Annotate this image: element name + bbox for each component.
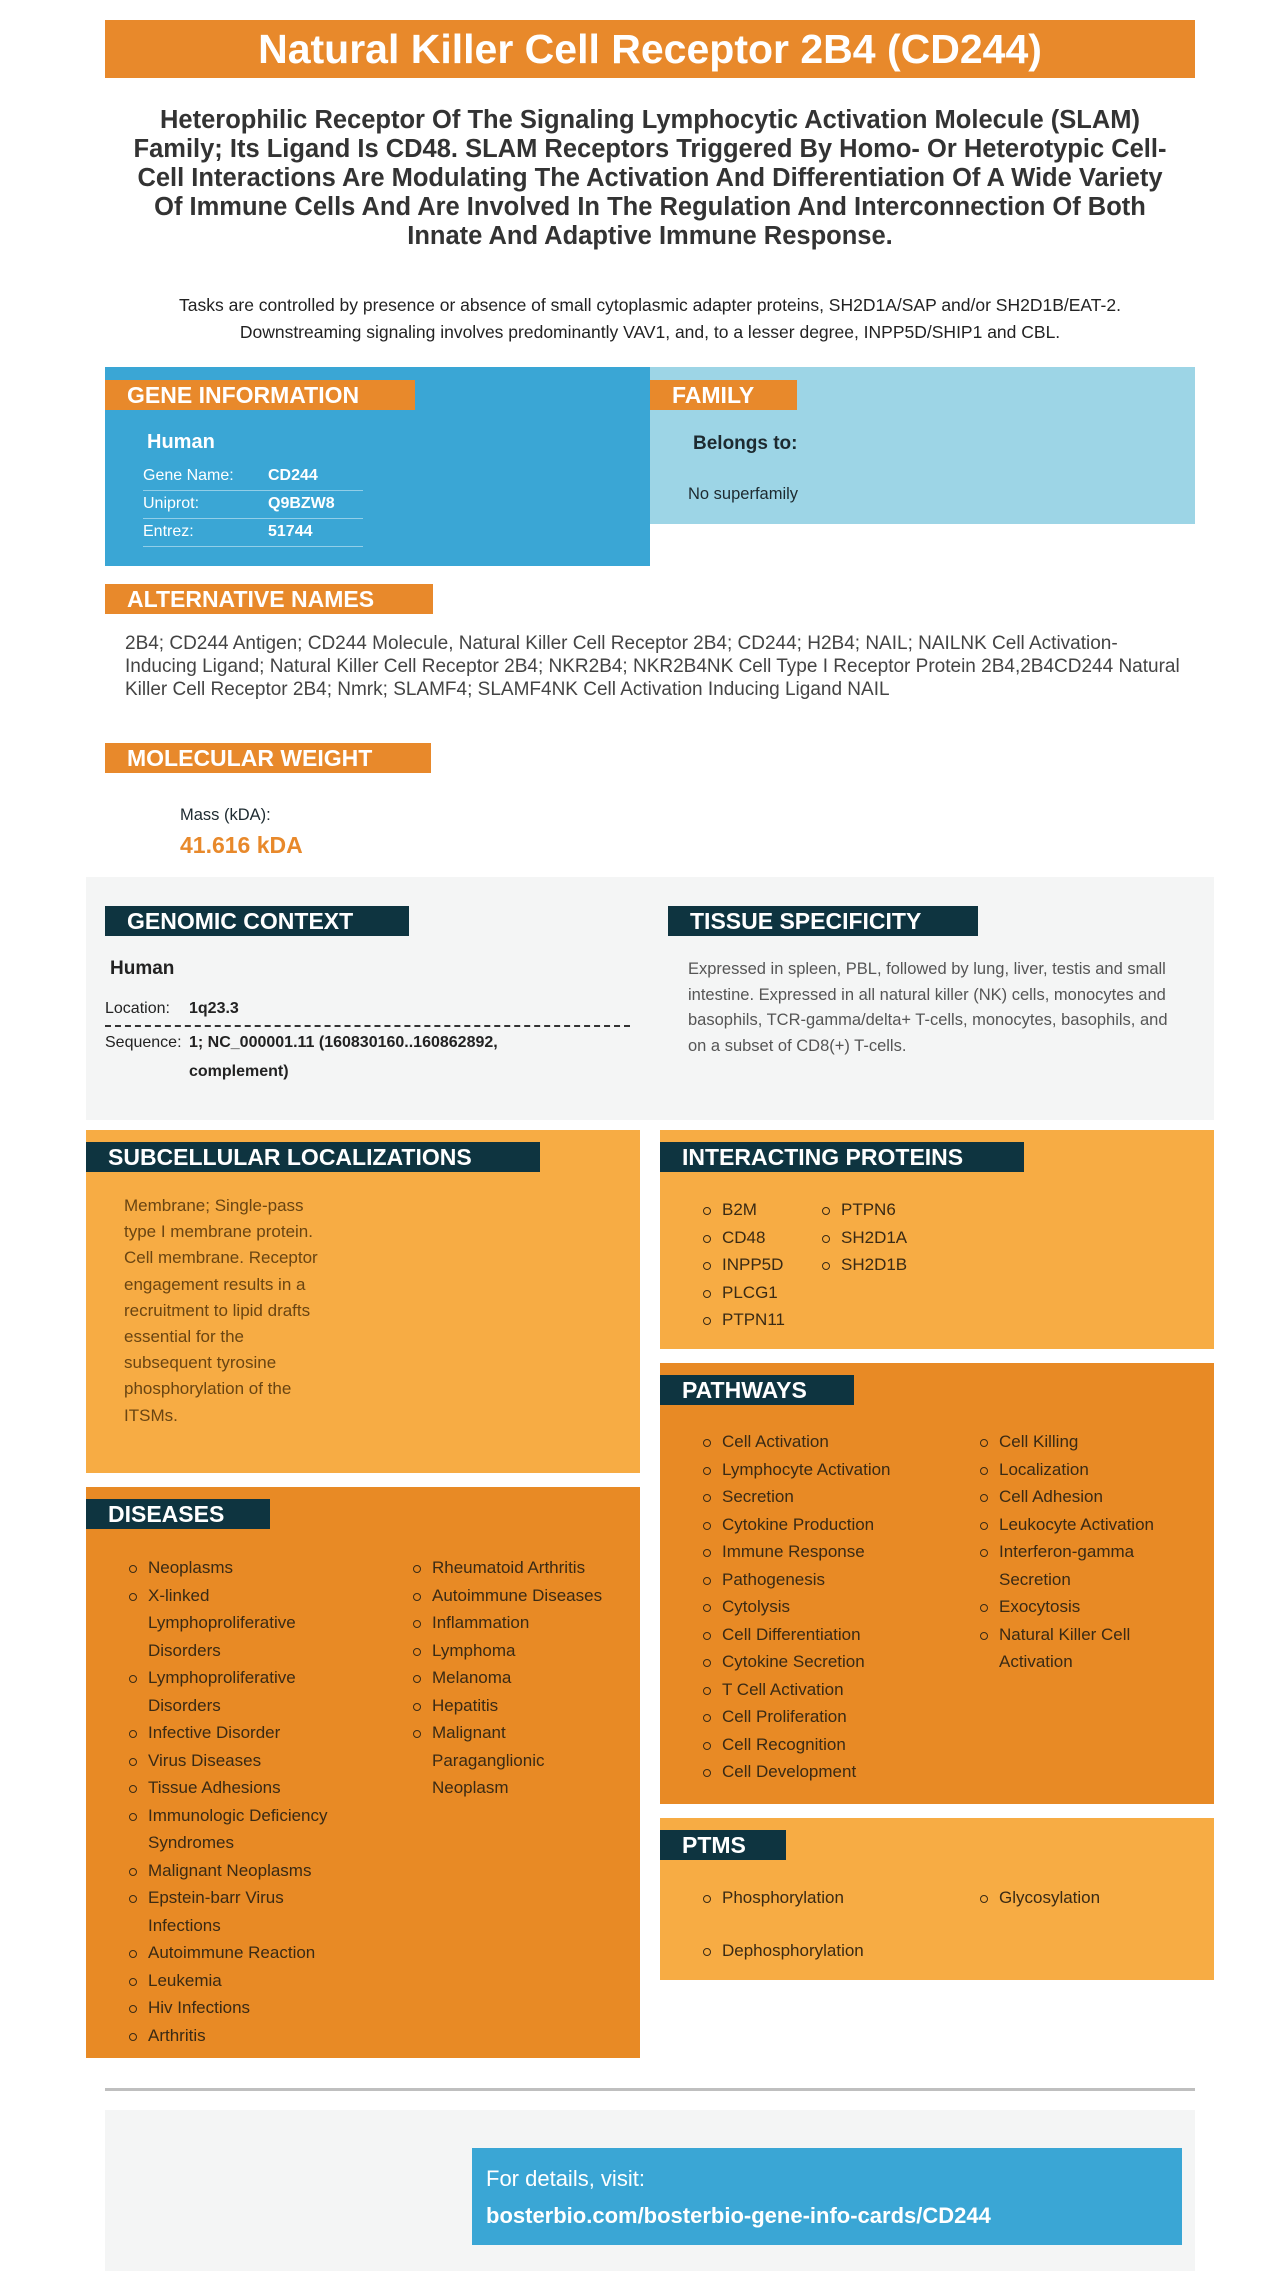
diseases-header: DISEASES [86,1499,270,1529]
list-item: PTPN11 [702,1306,822,1334]
pathways-header: PATHWAYS [660,1375,854,1405]
ptms-header: PTMS [660,1830,786,1860]
ptms-col1 [702,1884,962,1964]
details-link-box[interactable] [472,2148,1182,2245]
list-item: INPP5D [702,1251,822,1279]
sequence-divider [105,1025,630,1027]
gene-species: Human [147,431,215,453]
list-item: Immune Response [702,1538,962,1566]
list-item: Autoimmune Diseases [412,1582,612,1610]
list-item: Immunologic Deficiency Syndromes [128,1802,328,1857]
details-link[interactable]: bosterbio.com/bosterbio-gene-info-cards/CD244 [486,2203,991,2228]
entrez-label: Entrez: [143,523,194,540]
subcellular-text: Membrane; Single-pass type I membrane protein. Cell membrane. Receptor engagement results in a recruitment to lipid drafts essential for the subsequent tyrosine phosphorylation of the ITSMs. [124,1196,318,1425]
list-item: Cell Killing [979,1428,1179,1456]
list-item: Pathogenesis [702,1566,962,1594]
subcellular-panel [86,1130,640,1473]
list-item: Leukocyte Activation [979,1511,1179,1539]
list-item: Phosphorylation [702,1884,962,1912]
diseases-panel [86,1487,640,2058]
list-item: PTPN6 [821,1196,941,1224]
tissue-specificity-text: Expressed in spleen, PBL, followed by lung, liver, testis and small intestine. Expressed in all natural killer (NK) cells, monocytes and basophils, TCR-gamma/delta+ T-cells, monocytes, basophils, and on a subset of CD8(+) T-cells. [688,960,1168,1055]
gene-name-value: CD244 [268,467,318,484]
entrez-row [143,519,363,547]
sequence-value-line2: complement) [189,1063,289,1080]
list-item: Malignant Paraganglionic Neoplasm [412,1719,612,1802]
family-header: FAMILY [650,380,797,410]
list-item: X-linked Lymphoproliferative Disorders [128,1582,328,1665]
location-value: 1q23.3 [189,1000,239,1017]
list-item: SH2D1A [821,1224,941,1252]
list-item: T Cell Activation [702,1676,962,1704]
list-item: Glycosylation [979,1884,1179,1912]
uniprot-value: Q9BZW8 [268,495,335,512]
list-item: Cell Development [702,1758,962,1786]
genomic-tissue-band [86,877,1214,1120]
list-item: Epstein-barr Virus Infections [128,1884,328,1939]
alternative-names-header: ALTERNATIVE NAMES [105,584,433,614]
gene-name-row [143,463,363,491]
list-item: Virus Diseases [128,1747,328,1775]
pathways-col2 [979,1428,1179,1676]
pathways-col1 [702,1428,962,1786]
list-item: Interferon-gamma Secretion [979,1538,1179,1593]
list-item: Secretion [702,1483,962,1511]
molecular-weight-header: MOLECULAR WEIGHT [105,743,431,773]
list-item: B2M [702,1196,822,1224]
details-label: For details, visit: [486,2166,645,2191]
list-item: Arthritis [128,2022,328,2050]
list-item: Cell Proliferation [702,1703,962,1731]
ptms-panel [660,1818,1214,1980]
list-item: Autoimmune Reaction [128,1939,328,1967]
pathways-panel [660,1363,1214,1804]
uniprot-row [143,491,363,519]
list-item: Cytokine Production [702,1511,962,1539]
footer-divider [105,2088,1195,2091]
list-item: Cell Activation [702,1428,962,1456]
genomic-species: Human [110,958,175,979]
list-item: Localization [979,1456,1179,1484]
subcellular-header: SUBCELLULAR LOCALIZATIONS [86,1142,540,1172]
mass-value: 41.616 kDA [180,832,303,858]
list-item: Hepatitis [412,1692,612,1720]
function-description: Tasks are controlled by presence or absence of small cytoplasmic adapter proteins, SH2D1A/SAP and/or SH2D1B/EAT-2. Downstreaming signaling involves predominantly VAV1, and, to a lesser degree, INPP5D/SHIP1 and CBL. [179,295,1121,342]
list-item: Natural Killer Cell Activation [979,1621,1179,1676]
diseases-col1 [128,1554,328,2049]
mass-label: Mass (kDA): [180,806,271,824]
list-item: SH2D1B [821,1251,941,1279]
uniprot-label: Uniprot: [143,495,200,512]
list-item: Leukemia [128,1967,328,1995]
sequence-value-line1: 1; NC_000001.11 (160830160..160862892, [189,1034,498,1051]
list-item: PLCG1 [702,1279,822,1307]
genomic-context-header: GENOMIC CONTEXT [105,906,409,936]
list-item: Cell Differentiation [702,1621,962,1649]
list-item: Lymphoproliferative Disorders [128,1664,328,1719]
list-item: Cytokine Secretion [702,1648,962,1676]
interacting-proteins-col2 [821,1196,941,1279]
list-item: Dephosphorylation [702,1937,962,1965]
list-item: Lymphoma [412,1637,612,1665]
list-item: Melanoma [412,1664,612,1692]
page-title: Natural Killer Cell Receptor 2B4 (CD244) [105,20,1195,78]
family-value: No superfamily [688,485,799,503]
list-item: CD48 [702,1224,822,1252]
alternative-names-text: 2B4; CD244 Antigen; CD244 Molecule, Natural Killer Cell Receptor 2B4; CD244; H2B4; NAIL; NAILNK Cell Activation-Inducing Ligand; Natural Killer Cell Receptor 2B4; NKR2B4; NKR2B4NK Cell Type I Receptor Protein 2B4,2B4CD244 Natural Killer Cell Receptor 2B4; Nmrk; SLAMF4; SLAMF4NK Cell Activation Inducing Ligand NAIL [125,633,1180,700]
family-belongs-label: Belongs to: [693,433,798,454]
gene-information-header: GENE INFORMATION [105,380,415,410]
list-item: Tissue Adhesions [128,1774,328,1802]
list-item: Infective Disorder [128,1719,328,1747]
list-item: Neoplasms [128,1554,328,1582]
gene-name-label: Gene Name: [143,467,234,484]
diseases-col2 [412,1554,612,1802]
family-panel [650,367,1195,524]
interacting-proteins-panel [660,1130,1214,1349]
interacting-proteins-col1 [702,1196,822,1334]
list-item: Cell Recognition [702,1731,962,1759]
list-item: Rheumatoid Arthritis [412,1554,612,1582]
gene-information-panel [105,367,650,566]
ptms-col2 [979,1884,1179,1912]
page-subtitle: Heterophilic Receptor Of The Signaling Lymphocytic Activation Molecule (SLAM) Family; Its Ligand Is CD48. SLAM Receptors Triggered By Homo- Or Heterotypic Cell-Cell Interactions Are Modulating The Activation And Differentiation Of A Wide Variety Of Immune Cells And Are Involved In The Regulation And Interconnection Of Both Innate And Adaptive Immune Response. [133,106,1167,250]
list-item: Cell Adhesion [979,1483,1179,1511]
location-label: Location: [105,1000,170,1017]
list-item: Hiv Infections [128,1994,328,2022]
tissue-specificity-header: TISSUE SPECIFICITY [668,906,978,936]
list-item: Cytolysis [702,1593,962,1621]
list-item: Malignant Neoplasms [128,1857,328,1885]
list-item: Lymphocyte Activation [702,1456,962,1484]
list-item: Exocytosis [979,1593,1179,1621]
sequence-label: Sequence: [105,1034,182,1051]
entrez-value: 51744 [268,523,313,540]
list-item: Inflammation [412,1609,612,1637]
interacting-proteins-header: INTERACTING PROTEINS [660,1142,1024,1172]
